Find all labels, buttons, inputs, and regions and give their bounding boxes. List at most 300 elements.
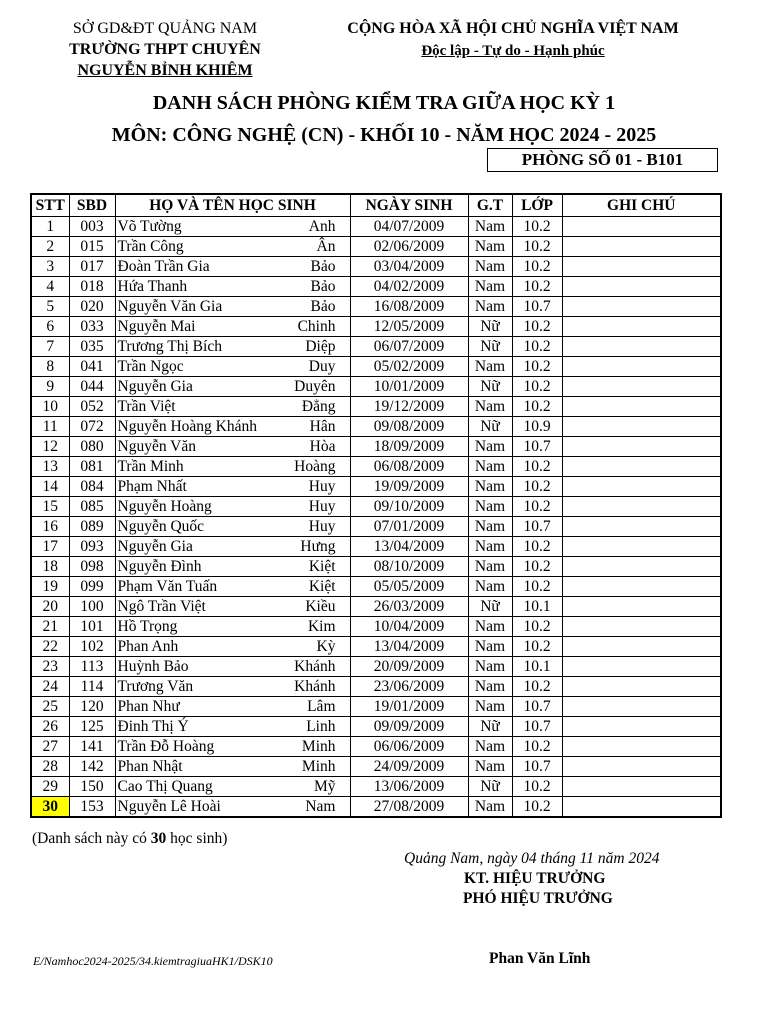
row-gender: Nam xyxy=(468,557,512,577)
row-class: 10.2 xyxy=(512,257,562,277)
table-row xyxy=(31,257,721,277)
row-gender: Nam xyxy=(468,217,512,237)
table-row xyxy=(31,397,721,417)
row-first-name: Hứa Thanh xyxy=(117,278,188,295)
row-name xyxy=(115,637,350,657)
row-sbd: 052 xyxy=(69,397,115,417)
table-row xyxy=(31,237,721,257)
document-subtitle: MÔN: CÔNG NGHỆ (CN) - KHỐI 10 - NĂM HỌC 2024 - 2025 xyxy=(111,124,657,146)
name-wrap xyxy=(118,237,348,256)
table-row xyxy=(31,297,721,317)
name-wrap xyxy=(118,497,348,516)
name-wrap xyxy=(118,457,348,476)
name-wrap xyxy=(118,677,348,696)
row-note xyxy=(562,437,721,457)
row-class: 10.2 xyxy=(512,337,562,357)
row-sbd: 020 xyxy=(69,297,115,317)
row-name xyxy=(115,437,350,457)
row-dob: 23/06/2009 xyxy=(350,677,468,697)
row-name xyxy=(115,597,350,617)
row-stt: 22 xyxy=(31,637,69,657)
row-sbd: 044 xyxy=(69,377,115,397)
table-row xyxy=(31,357,721,377)
row-last-name: Kiệt xyxy=(308,578,336,595)
row-name xyxy=(115,377,350,397)
table-row xyxy=(31,477,721,497)
row-class: 10.2 xyxy=(512,477,562,497)
header-right xyxy=(320,18,706,62)
row-gender: Nữ xyxy=(468,377,512,397)
row-first-name: Phan Anh xyxy=(117,638,179,655)
row-last-name: Kiệt xyxy=(308,558,336,575)
row-sbd: 033 xyxy=(69,317,115,337)
row-note xyxy=(562,657,721,677)
row-gender: Nam xyxy=(468,397,512,417)
row-gender: Nam xyxy=(468,237,512,257)
row-last-name: Khánh xyxy=(294,678,336,695)
note-count: 30 xyxy=(150,830,167,847)
row-sbd: 015 xyxy=(69,237,115,257)
row-stt: 8 xyxy=(31,357,69,377)
row-note xyxy=(562,677,721,697)
row-name xyxy=(115,217,350,237)
row-stt: 9 xyxy=(31,377,69,397)
row-note xyxy=(562,717,721,737)
row-stt: 23 xyxy=(31,657,69,677)
row-gender: Nam xyxy=(468,457,512,477)
row-sbd: 113 xyxy=(69,657,115,677)
row-stt: 2 xyxy=(31,237,69,257)
row-name xyxy=(115,457,350,477)
row-last-name: Minh xyxy=(301,738,336,755)
row-last-name: Diệp xyxy=(305,338,336,355)
row-gender: Nữ xyxy=(468,597,512,617)
col-header-dob: NGÀY SINH xyxy=(350,194,468,217)
name-wrap xyxy=(118,557,348,576)
row-gender: Nam xyxy=(468,497,512,517)
row-last-name: Kiều xyxy=(305,598,336,615)
row-name xyxy=(115,277,350,297)
row-dob: 13/06/2009 xyxy=(350,777,468,797)
row-stt: 16 xyxy=(31,517,69,537)
row-class: 10.2 xyxy=(512,577,562,597)
row-sbd: 085 xyxy=(69,497,115,517)
row-first-name: Phan Nhật xyxy=(117,758,183,775)
name-wrap xyxy=(118,397,348,416)
name-wrap xyxy=(118,437,348,456)
country-name: CỘNG HÒA XÃ HỘI CHỦ NGHĨA VIỆT NAM xyxy=(347,20,679,37)
row-dob: 09/08/2009 xyxy=(350,417,468,437)
row-first-name: Nguyễn Hoàng xyxy=(117,498,212,515)
row-first-name: Trần Công xyxy=(117,238,184,255)
table-row xyxy=(31,697,721,717)
row-class: 10.2 xyxy=(512,357,562,377)
row-class: 10.2 xyxy=(512,557,562,577)
col-header-sbd: SBD xyxy=(69,194,115,217)
row-gender: Nam xyxy=(468,697,512,717)
row-dob: 04/07/2009 xyxy=(350,217,468,237)
name-wrap xyxy=(118,597,348,616)
note-suffix: học sinh) xyxy=(166,830,228,847)
row-note xyxy=(562,577,721,597)
row-sbd: 099 xyxy=(69,577,115,597)
row-stt: 19 xyxy=(31,577,69,597)
name-wrap xyxy=(118,537,348,556)
table-row xyxy=(31,617,721,637)
row-note xyxy=(562,237,721,257)
row-gender: Nam xyxy=(468,437,512,457)
row-first-name: Nguyễn Đình xyxy=(117,558,202,575)
row-dob: 19/12/2009 xyxy=(350,397,468,417)
row-sbd: 072 xyxy=(69,417,115,437)
national-motto: Độc lập - Tự do - Hạnh phúc xyxy=(421,43,605,59)
row-sbd: 142 xyxy=(69,757,115,777)
row-first-name: Hồ Trọng xyxy=(117,618,178,635)
row-dob: 13/04/2009 xyxy=(350,637,468,657)
row-gender: Nam xyxy=(468,577,512,597)
row-name xyxy=(115,737,350,757)
row-last-name: Huy xyxy=(308,518,336,535)
row-stt: 5 xyxy=(31,297,69,317)
table-header-row xyxy=(31,194,721,217)
row-first-name: Huỳnh Bảo xyxy=(117,658,189,675)
table-row xyxy=(31,457,721,477)
table-row xyxy=(31,317,721,337)
student-table xyxy=(30,193,722,818)
row-note xyxy=(562,517,721,537)
row-dob: 10/04/2009 xyxy=(350,617,468,637)
row-name xyxy=(115,417,350,437)
row-dob: 16/08/2009 xyxy=(350,297,468,317)
date-line: Quảng Nam, ngày 04 tháng 11 năm 2024 xyxy=(404,850,660,867)
row-dob: 27/08/2009 xyxy=(350,797,468,818)
row-stt: 29 xyxy=(31,777,69,797)
row-class: 10.7 xyxy=(512,697,562,717)
row-gender: Nam xyxy=(468,797,512,818)
row-class: 10.2 xyxy=(512,537,562,557)
header-left xyxy=(30,18,300,81)
row-name xyxy=(115,657,350,677)
row-last-name: Hoàng xyxy=(294,458,336,475)
row-dob: 05/05/2009 xyxy=(350,577,468,597)
row-class: 10.2 xyxy=(512,397,562,417)
table-row xyxy=(31,677,721,697)
row-stt: 26 xyxy=(31,717,69,737)
row-sbd: 003 xyxy=(69,217,115,237)
row-dob: 09/10/2009 xyxy=(350,497,468,517)
row-class: 10.1 xyxy=(512,657,562,677)
row-stt: 12 xyxy=(31,437,69,457)
row-gender: Nữ xyxy=(468,777,512,797)
row-sbd: 125 xyxy=(69,717,115,737)
row-class: 10.7 xyxy=(512,437,562,457)
name-wrap xyxy=(118,477,348,496)
table-row xyxy=(31,437,721,457)
row-note xyxy=(562,797,721,818)
table-row xyxy=(31,517,721,537)
row-sbd: 035 xyxy=(69,337,115,357)
row-first-name: Võ Tường xyxy=(117,218,182,235)
row-class: 10.1 xyxy=(512,597,562,617)
row-first-name: Nguyễn Văn Gia xyxy=(117,298,223,315)
row-sbd: 150 xyxy=(69,777,115,797)
table-row xyxy=(31,417,721,437)
row-sbd: 102 xyxy=(69,637,115,657)
row-dob: 08/10/2009 xyxy=(350,557,468,577)
table-row xyxy=(31,557,721,577)
row-name xyxy=(115,237,350,257)
row-dob: 06/08/2009 xyxy=(350,457,468,477)
name-wrap xyxy=(118,357,348,376)
row-stt: 4 xyxy=(31,277,69,297)
row-stt: 21 xyxy=(31,617,69,637)
row-note xyxy=(562,497,721,517)
row-dob: 10/01/2009 xyxy=(350,377,468,397)
row-first-name: Trần Ngọc xyxy=(117,358,184,375)
table-body xyxy=(31,217,721,818)
row-name xyxy=(115,337,350,357)
row-first-name: Nguyễn Văn xyxy=(117,438,196,455)
col-header-name: HỌ VÀ TÊN HỌC SINH xyxy=(115,194,350,217)
row-first-name: Nguyễn Hoàng Khánh xyxy=(117,418,257,435)
row-last-name: Linh xyxy=(306,718,336,735)
row-stt: 27 xyxy=(31,737,69,757)
row-class: 10.2 xyxy=(512,277,562,297)
row-note xyxy=(562,757,721,777)
row-gender: Nam xyxy=(468,677,512,697)
row-stt: 14 xyxy=(31,477,69,497)
row-sbd: 041 xyxy=(69,357,115,377)
row-note xyxy=(562,377,721,397)
table-row xyxy=(31,537,721,557)
row-sbd: 120 xyxy=(69,697,115,717)
row-name xyxy=(115,537,350,557)
row-stt: 25 xyxy=(31,697,69,717)
school-name-line1: TRƯỜNG THPT CHUYÊN xyxy=(69,41,261,58)
table-row xyxy=(31,777,721,797)
row-gender: Nữ xyxy=(468,717,512,737)
row-last-name: Hòa xyxy=(309,438,336,455)
row-name xyxy=(115,317,350,337)
name-wrap xyxy=(118,417,348,436)
row-name xyxy=(115,757,350,777)
row-first-name: Phan Như xyxy=(117,698,180,715)
row-dob: 06/06/2009 xyxy=(350,737,468,757)
row-class: 10.2 xyxy=(512,317,562,337)
row-sbd: 018 xyxy=(69,277,115,297)
row-first-name: Trương Văn xyxy=(117,678,194,695)
row-gender: Nam xyxy=(468,637,512,657)
file-path: E/Namhoc2024-2025/34.kiemtragiuaHK1/DSK10 xyxy=(33,954,273,968)
row-class: 10.2 xyxy=(512,777,562,797)
name-wrap xyxy=(118,757,348,776)
row-gender: Nam xyxy=(468,657,512,677)
row-sbd: 100 xyxy=(69,597,115,617)
row-dob: 19/01/2009 xyxy=(350,697,468,717)
row-last-name: Hưng xyxy=(300,538,336,555)
row-last-name: Khánh xyxy=(294,658,336,675)
row-gender: Nam xyxy=(468,537,512,557)
row-note xyxy=(562,417,721,437)
row-note xyxy=(562,557,721,577)
row-note xyxy=(562,697,721,717)
row-class: 10.2 xyxy=(512,377,562,397)
row-note xyxy=(562,317,721,337)
row-sbd: 089 xyxy=(69,517,115,537)
row-class: 10.2 xyxy=(512,457,562,477)
row-class: 10.2 xyxy=(512,237,562,257)
row-name xyxy=(115,617,350,637)
table-row xyxy=(31,337,721,357)
row-name xyxy=(115,697,350,717)
row-stt: 10 xyxy=(31,397,69,417)
row-sbd: 080 xyxy=(69,437,115,457)
row-dob: 26/03/2009 xyxy=(350,597,468,617)
row-name xyxy=(115,297,350,317)
row-last-name: Huy xyxy=(308,498,336,515)
name-wrap xyxy=(118,797,348,816)
row-last-name: Ân xyxy=(316,238,336,255)
col-header-stt: STT xyxy=(31,194,69,217)
row-class: 10.2 xyxy=(512,617,562,637)
row-first-name: Nguyễn Gia xyxy=(117,538,193,555)
row-note xyxy=(562,277,721,297)
table-row xyxy=(31,217,721,237)
row-first-name: Đoàn Trần Gia xyxy=(117,258,210,275)
row-last-name: Bảo xyxy=(310,258,336,275)
row-dob: 24/09/2009 xyxy=(350,757,468,777)
table-row xyxy=(31,797,721,818)
row-name xyxy=(115,677,350,697)
row-gender: Nam xyxy=(468,297,512,317)
table-row xyxy=(31,657,721,677)
name-wrap xyxy=(118,617,348,636)
row-last-name: Anh xyxy=(308,218,336,235)
row-stt: 11 xyxy=(31,417,69,437)
row-last-name: Duyên xyxy=(294,378,336,395)
row-last-name: Đẳng xyxy=(301,398,336,415)
row-stt: 18 xyxy=(31,557,69,577)
row-last-name: Nam xyxy=(305,798,336,815)
row-note xyxy=(562,257,721,277)
col-header-note: GHI CHÚ xyxy=(562,194,721,217)
name-wrap xyxy=(118,657,348,676)
row-sbd: 141 xyxy=(69,737,115,757)
row-last-name: Bảo xyxy=(310,278,336,295)
row-sbd: 081 xyxy=(69,457,115,477)
row-sbd: 098 xyxy=(69,557,115,577)
row-sbd: 114 xyxy=(69,677,115,697)
row-note xyxy=(562,397,721,417)
row-first-name: Trần Minh xyxy=(117,458,184,475)
row-note xyxy=(562,737,721,757)
row-stt: 24 xyxy=(31,677,69,697)
row-stt: 1 xyxy=(31,217,69,237)
row-dob: 09/09/2009 xyxy=(350,717,468,737)
row-class: 10.2 xyxy=(512,797,562,818)
row-sbd: 017 xyxy=(69,257,115,277)
row-gender: Nữ xyxy=(468,317,512,337)
table-row xyxy=(31,377,721,397)
name-wrap xyxy=(118,777,348,796)
row-name xyxy=(115,477,350,497)
signature-title-1: KT. HIỆU TRƯỞNG xyxy=(464,870,606,887)
row-name xyxy=(115,257,350,277)
row-stt: 13 xyxy=(31,457,69,477)
row-sbd: 084 xyxy=(69,477,115,497)
row-name xyxy=(115,577,350,597)
row-note xyxy=(562,637,721,657)
row-first-name: Trần Việt xyxy=(117,398,176,415)
name-wrap xyxy=(118,257,348,276)
row-class: 10.7 xyxy=(512,517,562,537)
row-sbd: 093 xyxy=(69,537,115,557)
row-class: 10.2 xyxy=(512,217,562,237)
row-stt: 17 xyxy=(31,537,69,557)
row-first-name: Nguyễn Gia xyxy=(117,378,193,395)
row-first-name: Đinh Thị Ý xyxy=(117,718,189,735)
row-dob: 05/02/2009 xyxy=(350,357,468,377)
row-gender: Nam xyxy=(468,277,512,297)
row-first-name: Cao Thị Quang xyxy=(117,778,213,795)
table-row xyxy=(31,737,721,757)
row-stt: 30 xyxy=(31,797,69,818)
row-stt: 28 xyxy=(31,757,69,777)
row-gender: Nam xyxy=(468,617,512,637)
table-row xyxy=(31,597,721,617)
row-class: 10.7 xyxy=(512,757,562,777)
row-last-name: Kim xyxy=(307,618,336,635)
table-row xyxy=(31,717,721,737)
row-class: 10.2 xyxy=(512,737,562,757)
row-gender: Nam xyxy=(468,357,512,377)
row-gender: Nam xyxy=(468,517,512,537)
row-name xyxy=(115,397,350,417)
student-count-note xyxy=(32,830,227,848)
row-first-name: Phạm Văn Tuấn xyxy=(117,578,218,595)
row-note xyxy=(562,777,721,797)
row-gender: Nam xyxy=(468,477,512,497)
row-first-name: Nguyễn Lê Hoài xyxy=(117,798,221,815)
name-wrap xyxy=(118,337,348,356)
col-header-gender: G.T xyxy=(468,194,512,217)
name-wrap xyxy=(118,717,348,736)
name-wrap xyxy=(118,637,348,656)
row-dob: 19/09/2009 xyxy=(350,477,468,497)
row-name xyxy=(115,797,350,818)
row-first-name: Ngô Trần Việt xyxy=(117,598,206,615)
name-wrap xyxy=(118,737,348,756)
row-stt: 7 xyxy=(31,337,69,357)
row-dob: 06/07/2009 xyxy=(350,337,468,357)
row-dob: 20/09/2009 xyxy=(350,657,468,677)
row-dob: 07/01/2009 xyxy=(350,517,468,537)
row-class: 10.2 xyxy=(512,637,562,657)
row-note xyxy=(562,457,721,477)
name-wrap xyxy=(118,297,348,316)
row-class: 10.7 xyxy=(512,717,562,737)
row-stt: 20 xyxy=(31,597,69,617)
row-stt: 15 xyxy=(31,497,69,517)
row-dob: 12/05/2009 xyxy=(350,317,468,337)
row-dob: 04/02/2009 xyxy=(350,277,468,297)
row-sbd: 101 xyxy=(69,617,115,637)
school-name-line2: NGUYỄN BỈNH KHIÊM xyxy=(77,62,253,79)
signature-title-2: PHÓ HIỆU TRƯỞNG xyxy=(463,890,613,907)
row-name xyxy=(115,517,350,537)
row-class: 10.2 xyxy=(512,497,562,517)
row-note xyxy=(562,217,721,237)
